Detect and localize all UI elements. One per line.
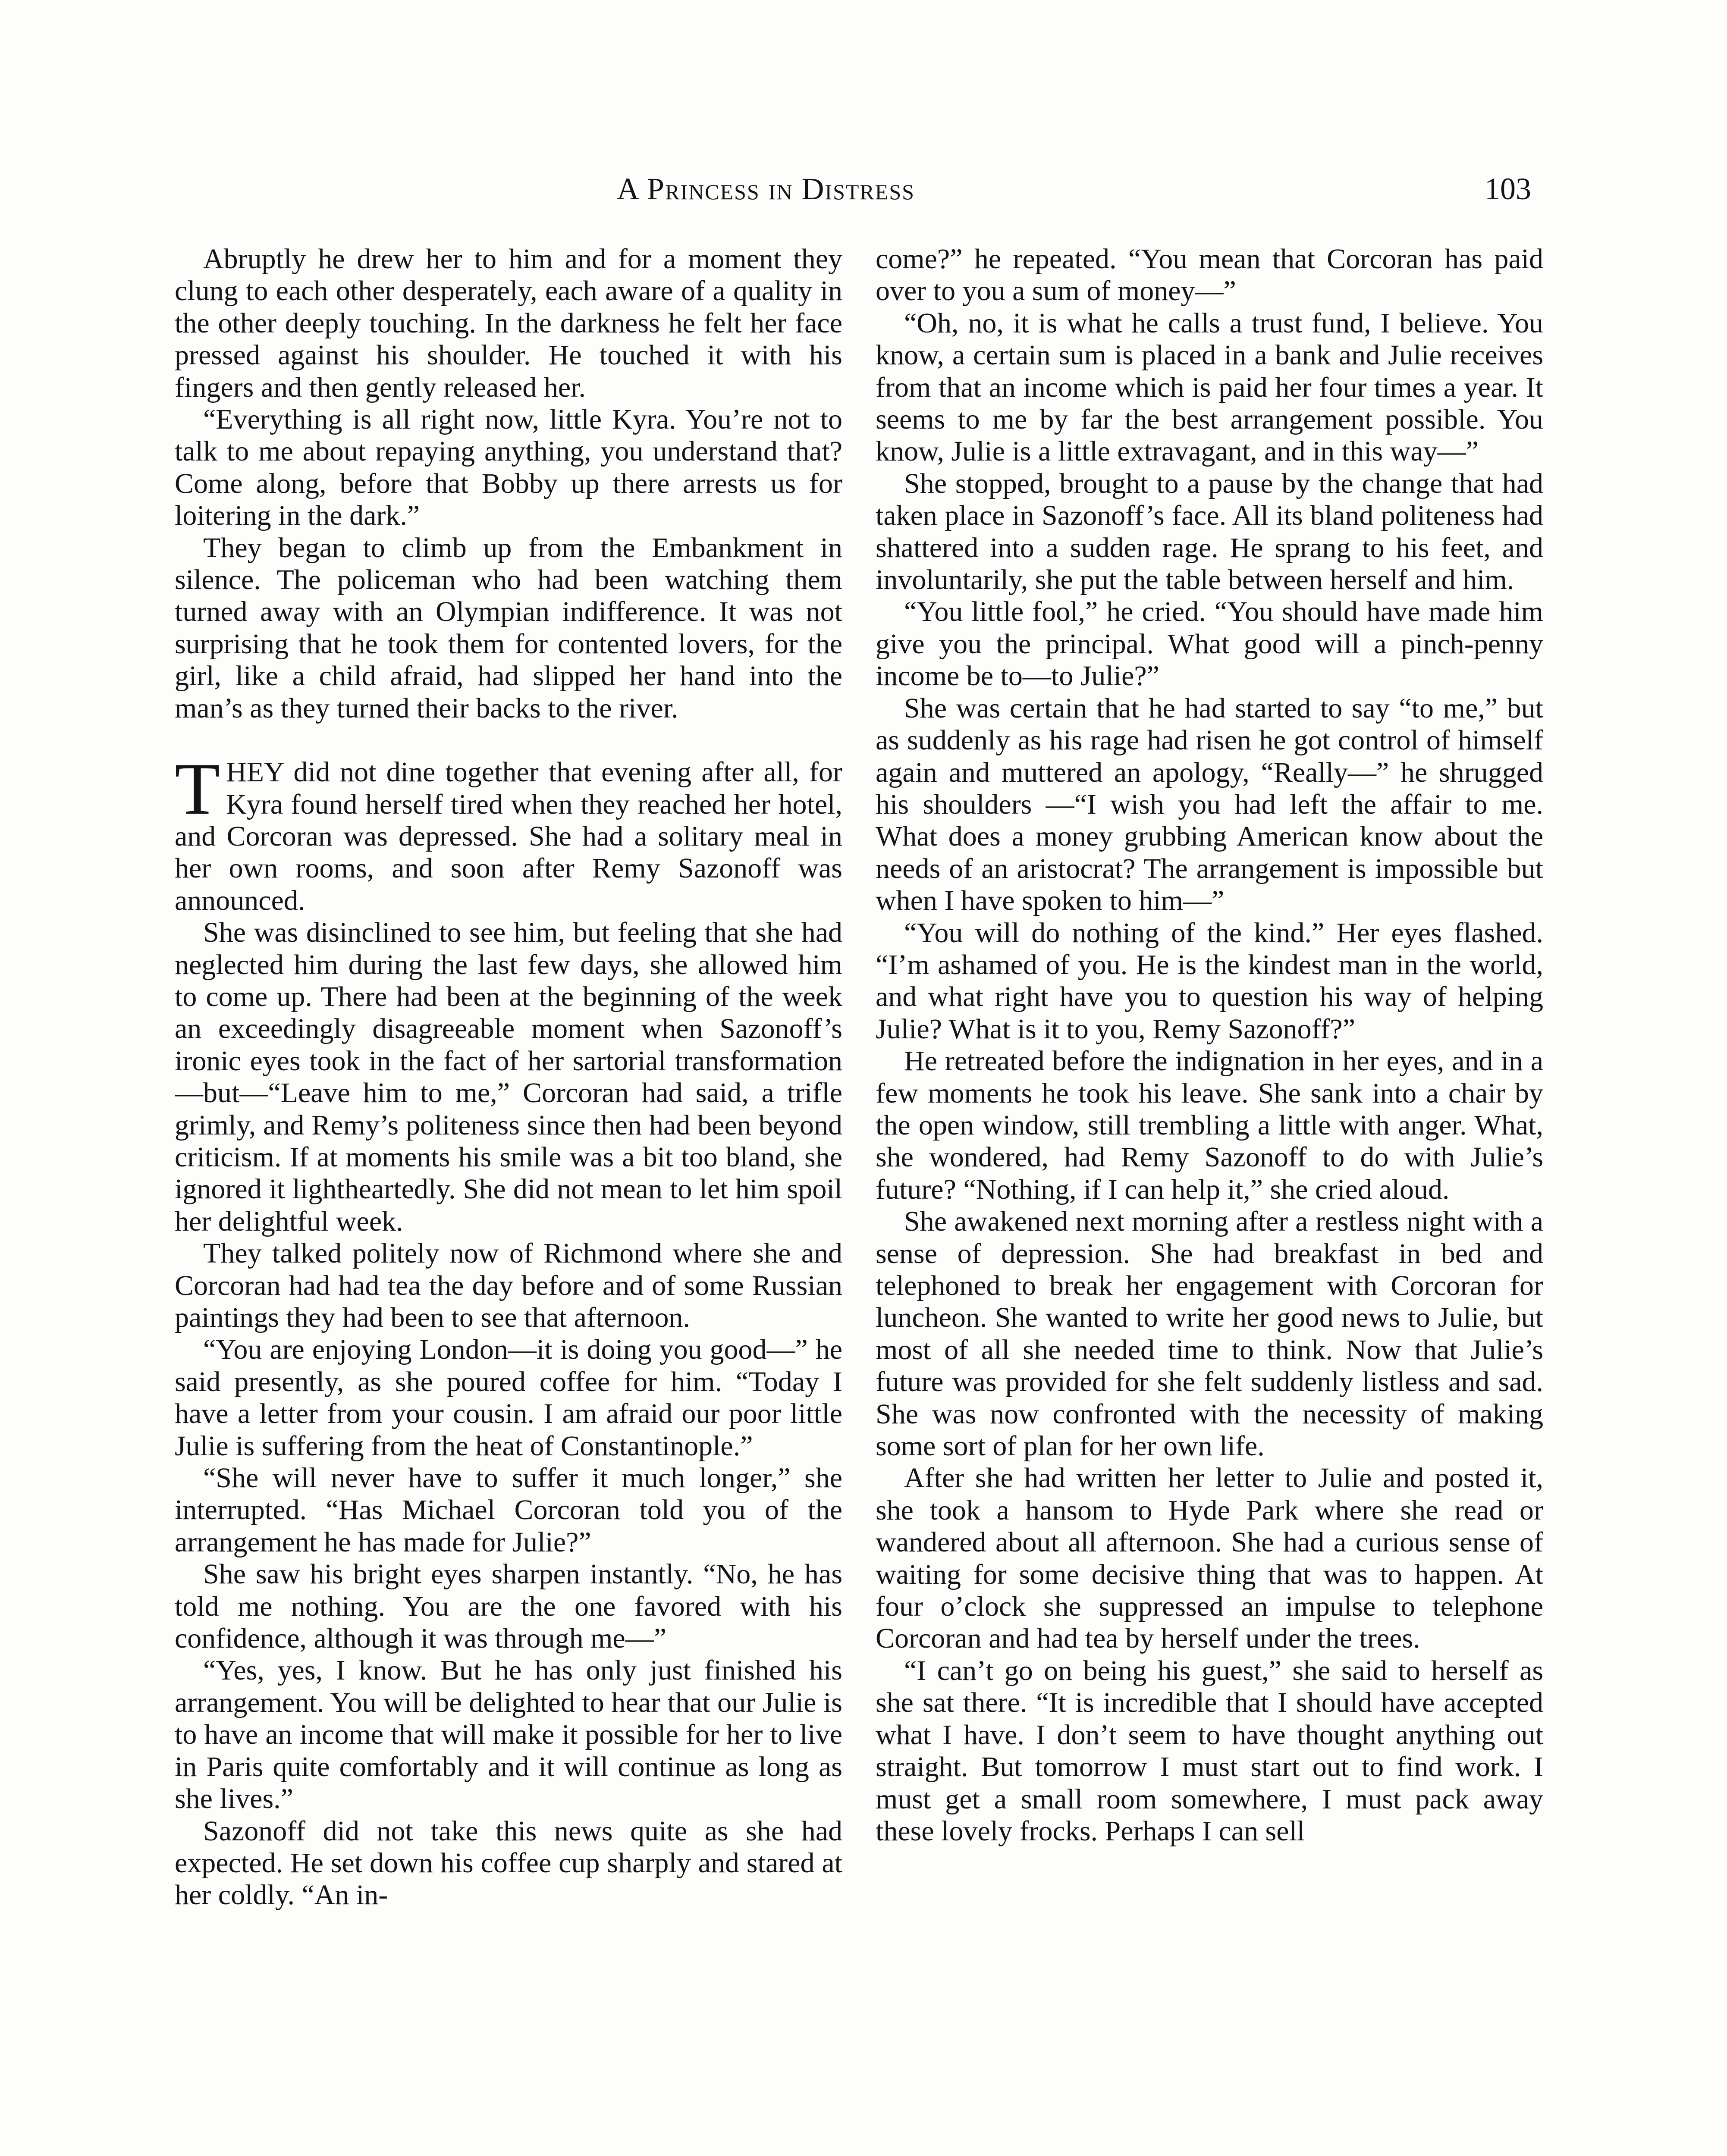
running-title: A Princess in Distress: [617, 172, 915, 206]
paragraph: She awakened next morning after a restless night with a sense of depression. She had breakfast in bed and telephoned to break her engagement with Corcoran for luncheon. She wanted to write her good news to Julie, but most of all she needed time to think. Now that Julie’s future was provided for she felt suddenly listless and sad. She was now confronted with the necessity of making some sort of plan for her own life.: [876, 1206, 1543, 1462]
paragraph: Abruptly he drew her to him and for a moment they clung to each other desperately, each aware of a quality in the other deeply touching. In the darkness he felt her face pressed against his shoulder. He touched it with his fingers and then gently released her.: [175, 243, 842, 403]
paragraph: She was disinclined to see him, but feeling that she had neglected him during the last few days, she allowed him to come up. There had been at the beginning of the week an exceedingly disagreeable moment when Sazonoff’s ironic eyes took in the fact of her sartorial transformation—but—“Leave him to me,” Corcoran had said, a trifle grimly, and Remy’s politeness since then had been beyond criticism. If at moments his smile was a bit too bland, she ignored it lightheartedly. She did not mean to let him spoil her delightful week.: [175, 917, 842, 1237]
paragraph: “I can’t go on being his guest,” she said to herself as she sat there. “It is incredible that I should have accepted what I have. I don’t seem to have thought anything out straight. But tomorrow I must start out to find work. I must get a small room somewhere, I must pack away these lovely frocks. Perhaps I can sell: [876, 1655, 1543, 1847]
left-column: [175, 243, 842, 2156]
paragraph: “You little fool,” he cried. “You should have made him give you the principal. What good will a pinch-penny income be to—to Julie?”: [876, 596, 1543, 692]
running-header: [0, 167, 1727, 219]
paragraph: She saw his bright eyes sharpen instantly. “No, he has told me nothing. You are the one favored with his confidence, although it was through me—”: [175, 1558, 842, 1655]
paragraph: “Everything is all right now, little Kyra. You’re not to talk to me about repaying anything, you understand that? Come along, before that Bobby up there arrests us for loitering in the dark.”: [175, 404, 842, 532]
drop-cap: T: [175, 748, 220, 830]
paragraph: She was certain that he had started to say “to me,” but as suddenly as his rage had risen he got control of himself again and muttered an apology, “Really—” he shrugged his shoulders —“I wish you had left the affair to me. What does a money grubbing American know about the needs of an aristocrat? The arrangement is impossible but when I have spoken to him—”: [876, 692, 1543, 917]
paragraph: After she had written her letter to Julie and posted it, she took a hansom to Hyde Park where she read or wandered about all afternoon. She had a curious sense of waiting for some decisive thing that was to happen. At four o’clock she suppressed an impulse to telephone Corcoran and had tea by herself under the trees.: [876, 1462, 1543, 1655]
right-column: [876, 243, 1543, 2156]
continued-paragraph: come?” he repeated. “You mean that Corcoran has paid over to you a sum of money—”: [876, 243, 1543, 307]
page-number: 103: [1485, 172, 1531, 206]
paragraph-text: HEY did not dine together that evening after all, for Kyra found herself tired when they reached her hotel, and Corcoran was depressed. She had a solitary meal in her own rooms, and soon after Remy Sazonoff was announced.: [175, 756, 842, 916]
paragraph: They talked politely now of Richmond where she and Corcoran had had tea the day before and of some Russian paintings they had been to see that afternoon.: [175, 1238, 842, 1333]
section-start-paragraph: [175, 748, 842, 917]
paragraph: “Oh, no, it is what he calls a trust fund, I believe. You know, a certain sum is placed in a bank and Julie receives from that an income which is paid her four times a year. It seems to me by far the best arrangement possible. You know, Julie is a little extravagant, and in this way—”: [876, 307, 1543, 467]
paragraph: They began to climb up from the Embankment in silence. The policeman who had been watching them turned away with an Olympian indifference. It was not surprising that he took them for contented lovers, for the girl, like a child afraid, had slipped her hand into the man’s as they turned their backs to the river.: [175, 532, 842, 724]
paragraph: “You will do nothing of the kind.” Her eyes flashed. “I’m ashamed of you. He is the kindest man in the world, and what right have you to question his way of helping Julie? What is it to you, Remy Sazonoff?”: [876, 917, 1543, 1045]
paragraph: “She will never have to suffer it much longer,” she interrupted. “Has Michael Corcoran told you of the arrangement he has made for Julie?”: [175, 1462, 842, 1558]
paragraph: She stopped, brought to a pause by the change that had taken place in Sazonoff’s face. All its bland politeness had shattered into a sudden rage. He sprang to his feet, and involuntarily, she put the table between herself and him.: [876, 467, 1543, 596]
paragraph: “You are enjoying London—it is doing you good—” he said presently, as she poured coffee for him. “Today I have a letter from your cousin. I am afraid our poor little Julie is suffering from the heat of Constantinople.”: [175, 1334, 842, 1462]
paragraph: “Yes, yes, I know. But he has only just finished his arrangement. You will be delighted to hear that our Julie is to have an income that will make it possible for her to live in Paris quite comfortably and it will continue as long as she lives.”: [175, 1655, 842, 1815]
paragraph: Sazonoff did not take this news quite as she had expected. He set down his coffee cup sharply and stared at her coldly. “An in-: [175, 1815, 842, 1911]
paragraph: He retreated before the indignation in her eyes, and in a few moments he took his leave. She sank into a chair by the open window, still trembling a little with anger. What, she wondered, had Remy Sazonoff to do with Julie’s future? “Nothing, if I can help it,” she cried aloud.: [876, 1045, 1543, 1205]
